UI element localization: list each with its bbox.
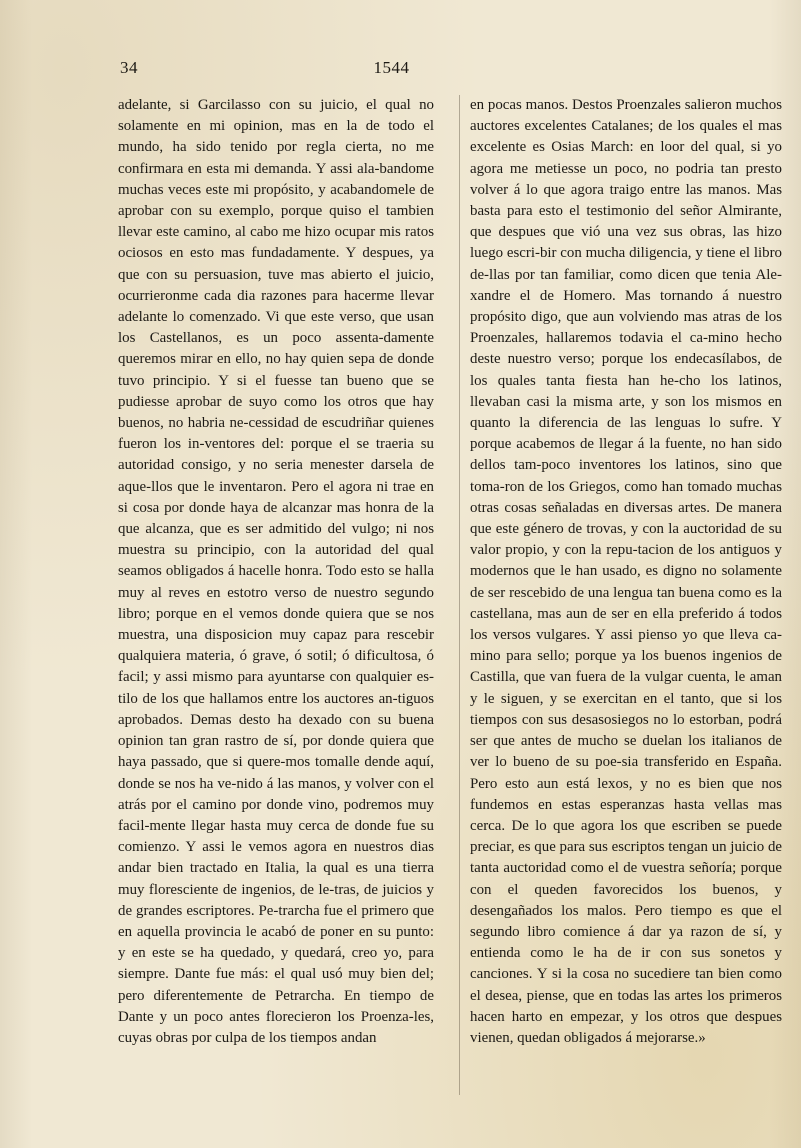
left-column xyxy=(118,95,434,1049)
right-column-text: en pocas manos. Destos Proenzales salieron muchos auctores excelentes Catalanes; de los quales el mas excelente es Osias March: en loor del qual, si yo agora me metiesse un poco, no podria tan presto volver á lo que agora traigo entre las manos. Mas basta para esto el testimonio del señor Almirante, que despues que vió una vez sus obras, las hizo luego escri-bir con mucha diligencia, y tiene el libro de-llas por tan familiar, como dicen que tenia Ale-xandre el de Homero. Mas tornando á nuestro propósito digo, que aun volviendo mas atras de los Proenzales, hallaremos todavia el ca-mino hecho deste nuestro verso; porque los endecasílabos, de los quales tanta fiesta han he-cho los latinos, llevaban casi la misma arte, y son los mismos en quanto la diferencia de las lenguas lo sufre. Y porque acabemos de llegar á la fuente, no han sido dellos tam-poco inventores los latinos, sino que toma-ron de los Griegos, como han tomado muchas otras cosas señaladas en diversas artes. De manera que este género de trovas, y con la auctoridad de su valor propio, y con la repu-tacion de los antiguos y modernos que le han usado, es digno no solamente de ser rescebido de una lengua tan buena como es la castellana, mas aun de ser en ella preferido á todos los versos vulgares. Y assi pienso yo que lleva ca-mino para sello; porque ya los buenos ingenios de Castilla, que van fuera de la vulgar cuenta, le aman y le siguen, y se exercitan en el tanto, que si los tiempos con sus desasosiegos no lo estorban, podrá ser que antes de mucho se duelan los italianos de ver lo bueno de su poe-sia transferido en España. Pero esto aun está lexos, y no es bien que nos fundemos en estas esperanzas hasta vellas mas cerca. De lo que agora los que escriben se puede preciar, es que para sus escriptos tengan un juicio de tanta auctoridad como el de vuestra señoría; porque con el queden favorecidos los buenos, y desengañados los malos. Pero tiempo es que el segundo libro comience á dar ya razon de sí, y entienda como le ha de ir con sus sonetos y canciones. Y si la cosa no sucediere tan bien como el desea, piense, que en todas las artes los primeros hacen harto en empezar, y los otros que despues vienen, quedan obligados á mejorarse.» xyxy=(470,97,782,1046)
page-number: 34 xyxy=(120,58,138,77)
text-columns xyxy=(118,95,794,1095)
column-divider xyxy=(459,95,460,1095)
left-column-text: adelante, si Garcilasso con su juicio, el qual no solamente en mi opinion, mas en la de todo el mundo, ha sido tenido por regla cierta, no me confirmara en esta mi demanda. Y assi ala-bandome muchas veces este mi propósito, y acabandomele de aprobar con su exemplo, porque quiso el tambien llevar este camino, al cabo me hizo ocupar mis ratos ociosos en esto mas fundadamente. Y despues, ya que con su persuasion, tuve mas abierto el juicio, ocurrieronme cada dia razones para hacerme llevar adelante lo comenzado. Vi que este verso, que usan los Castellanos, es un poco assenta-damente queremos mirar en ello, no hay quien sepa de donde tuvo principio. Y si el fuesse tan bueno que se pudiesse aprobar de suyo como los otros que hay buenos, no habria ne-cessidad de escudriñar quienes fueron los in-ventores del: porque el se traeria su autoridad consigo, y no seria menester darsela de aque-llos que le inventaron. Pero el agora ni trae en si cosa por donde haya de alcanzar mas honra de la que alcanza, que es ser admitido del vulgo; ni nos muestra su principio, con la autoridad del qual seamos obligados á hacelle honra. Todo esto se halla muy al reves en estotro verso de nuestro segundo libro; porque en el vemos donde quiera que se nos muestra, una disposicion muy capaz para rescebir qualquiera materia, ó grave, ó sotil; ó dificultosa, ó facil; y assi mismo para ayuntarse con qualquier es-tilo de los que hallamos entre los auctores an-tiguos aprobados. Demas desto ha dexado con su buena opinion tan gran rastro de sí, por donde quiera que haya passado, que si quere-mos tomalle dende aquí, donde se nos ha ve-nido á las manos, y volver con el atrás por el camino por donde vino, podremos muy facil-mente llegar hasta muy cerca de donde fue su comienzo. Y assi le vemos agora en nuestros dias andar bien tractado en Italia, la qual es una tierra muy floresciente de ingenios, de le-tras, de juicios y de grandes escriptores. Pe-trarcha fue el primero que en aquella provincia le acabó de poner en su punto: y en este se ha quedado, y quedará, creo yo, para siempre. Dante fue más: el qual usó muy bien del; pero diferentemente de Petrarcha. En tiempo de Dante y un poco antes florecieron los Proenza-les, cuyas obras por culpa de los tiempos andan xyxy=(118,97,434,1046)
right-column xyxy=(470,95,782,1049)
running-header xyxy=(120,58,683,80)
header-year: 1544 xyxy=(373,58,410,77)
